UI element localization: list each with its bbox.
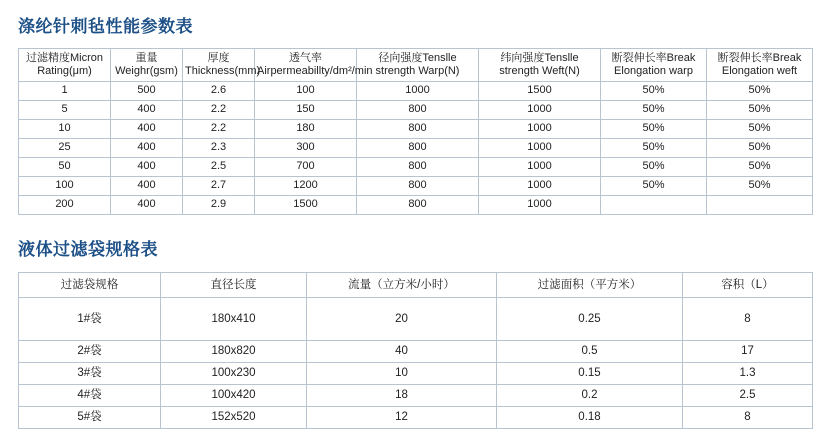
table-cell: 2.2 (183, 101, 255, 120)
table-cell: 17 (683, 341, 813, 363)
page-title-filter-felt: 涤纶针刺毡性能参数表 (18, 17, 193, 36)
table-cell: 1500 (255, 196, 357, 215)
table-cell: 180x410 (161, 298, 307, 341)
table-row (19, 407, 813, 429)
table-cell: 50% (707, 101, 813, 120)
table-cell: 1 (19, 82, 111, 101)
table-cell: 50% (707, 177, 813, 196)
table-cell: 800 (357, 139, 479, 158)
table-row (19, 120, 813, 139)
table-row (19, 298, 813, 341)
table-cell: 180x820 (161, 341, 307, 363)
column-header: 过滤袋规格 (19, 273, 161, 298)
table-cell: 50 (19, 158, 111, 177)
table-cell: 400 (111, 120, 183, 139)
column-header: 容积（L） (683, 273, 813, 298)
table-row (19, 101, 813, 120)
table-row (19, 177, 813, 196)
table-cell: 400 (111, 177, 183, 196)
column-header: 直径长度 (161, 273, 307, 298)
table-cell: 2.9 (183, 196, 255, 215)
table-cell: 2.5 (683, 385, 813, 407)
table-cell: 0.25 (497, 298, 683, 341)
table-cell: 50% (601, 82, 707, 101)
table-cell: 1000 (479, 101, 601, 120)
table-cell: 8 (683, 407, 813, 429)
column-header: 断裂伸长率Break Elongation weft (707, 49, 813, 82)
table-cell: 1000 (479, 158, 601, 177)
table-cell: 18 (307, 385, 497, 407)
table-cell: 12 (307, 407, 497, 429)
table-cell: 400 (111, 139, 183, 158)
table-row (19, 385, 813, 407)
column-header: 重量Weighr(gsm) (111, 49, 183, 82)
table-cell: 50% (601, 101, 707, 120)
table-cell: 100x230 (161, 363, 307, 385)
table-cell: 4#袋 (19, 385, 161, 407)
table-cell: 1000 (479, 177, 601, 196)
table-cell: 500 (111, 82, 183, 101)
table-cell: 800 (357, 158, 479, 177)
table-cell: 1.3 (683, 363, 813, 385)
table-cell: 50% (707, 120, 813, 139)
table-cell: 1500 (479, 82, 601, 101)
table-cell: 400 (111, 101, 183, 120)
table-cell: 2.2 (183, 120, 255, 139)
table-row (19, 82, 813, 101)
table-cell (601, 196, 707, 215)
table-header-row (19, 273, 813, 298)
table-cell: 1000 (479, 120, 601, 139)
table-cell: 2.5 (183, 158, 255, 177)
table-cell: 50% (601, 120, 707, 139)
table-cell: 400 (111, 196, 183, 215)
table-cell: 2#袋 (19, 341, 161, 363)
table-cell: 0.5 (497, 341, 683, 363)
table-cell: 50% (601, 158, 707, 177)
table-cell: 1000 (357, 82, 479, 101)
table-cell: 2.3 (183, 139, 255, 158)
table-cell: 400 (111, 158, 183, 177)
table-row (19, 196, 813, 215)
table-cell: 300 (255, 139, 357, 158)
table-cell: 800 (357, 177, 479, 196)
table-cell: 180 (255, 120, 357, 139)
table-cell: 25 (19, 139, 111, 158)
table-cell: 1000 (479, 196, 601, 215)
filter-felt-spec-table (18, 48, 813, 215)
table-cell: 150 (255, 101, 357, 120)
table-cell: 10 (307, 363, 497, 385)
column-header: 流量（立方米/小时） (307, 273, 497, 298)
table-cell: 100 (19, 177, 111, 196)
table-row (19, 139, 813, 158)
table-header-row (19, 49, 813, 82)
table-row (19, 363, 813, 385)
table-cell: 800 (357, 196, 479, 215)
table-cell: 0.2 (497, 385, 683, 407)
table-cell: 50% (601, 177, 707, 196)
table-cell: 800 (357, 101, 479, 120)
table-row (19, 158, 813, 177)
table-cell: 700 (255, 158, 357, 177)
column-header: 断裂伸长率Break Elongation warp (601, 49, 707, 82)
table-cell: 50% (707, 158, 813, 177)
table-cell: 50% (601, 139, 707, 158)
column-header: 过滤精度Micron Rating(μm) (19, 49, 111, 82)
table-cell: 8 (683, 298, 813, 341)
table-cell: 0.18 (497, 407, 683, 429)
table-cell: 3#袋 (19, 363, 161, 385)
table-cell: 5#袋 (19, 407, 161, 429)
filter-bag-spec-table (18, 272, 813, 429)
column-header: 厚度Thickness(mm) (183, 49, 255, 82)
table-cell: 20 (307, 298, 497, 341)
table-cell: 1200 (255, 177, 357, 196)
table-cell: 0.15 (497, 363, 683, 385)
table-cell: 2.7 (183, 177, 255, 196)
column-header: 过滤面积（平方米） (497, 273, 683, 298)
table-cell: 200 (19, 196, 111, 215)
column-header: 径向强度Tenslle strength Warp(N) (357, 49, 479, 82)
table-cell: 50% (707, 139, 813, 158)
column-header: 纬向强度Tenslle strength Weft(N) (479, 49, 601, 82)
table-cell: 5 (19, 101, 111, 120)
table-cell: 10 (19, 120, 111, 139)
table-row (19, 341, 813, 363)
table-cell: 800 (357, 120, 479, 139)
table-cell: 2.6 (183, 82, 255, 101)
table-cell: 50% (707, 82, 813, 101)
table-cell (707, 196, 813, 215)
column-header: 透气率Airpermeabillty/dm²/min (255, 49, 357, 82)
table-cell: 1#袋 (19, 298, 161, 341)
table-cell: 152x520 (161, 407, 307, 429)
table-cell: 100x420 (161, 385, 307, 407)
table-cell: 100 (255, 82, 357, 101)
table-cell: 1000 (479, 139, 601, 158)
page-title-filter-bag: 液体过滤袋规格表 (18, 240, 158, 259)
table-cell: 40 (307, 341, 497, 363)
